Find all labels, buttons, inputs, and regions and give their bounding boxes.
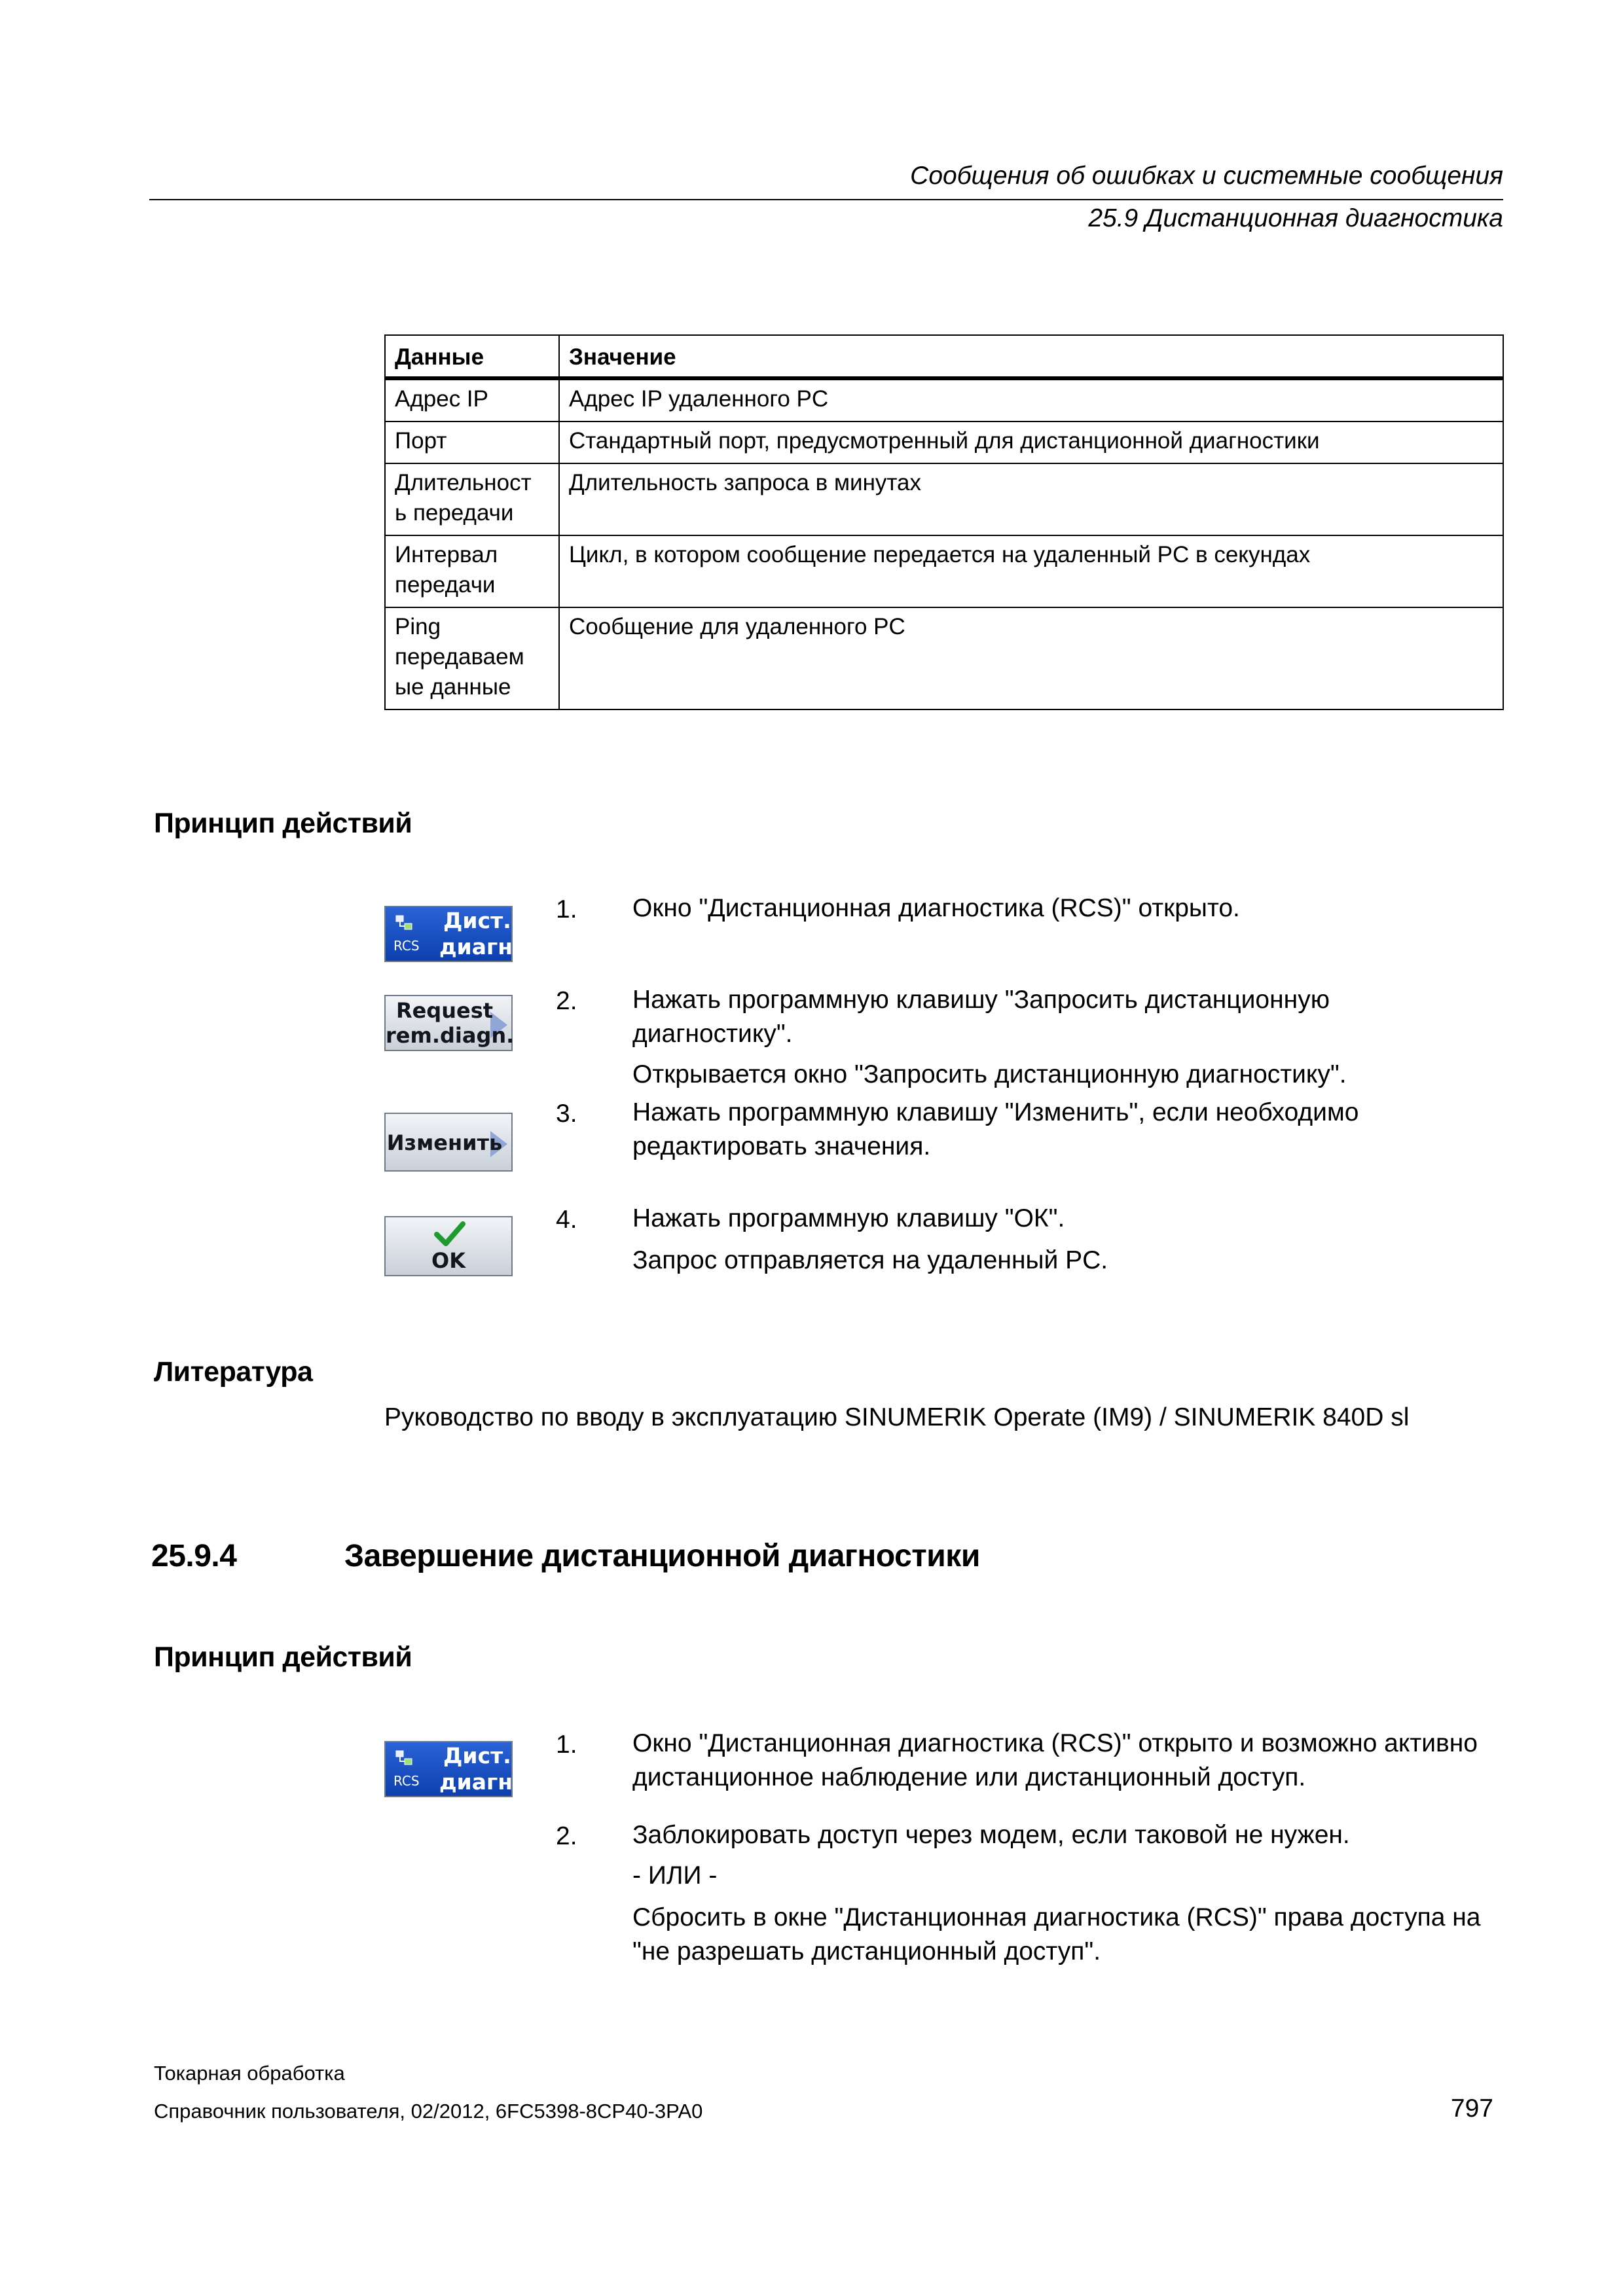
table-row: [385, 535, 1503, 607]
step-text: Сбросить в окне "Дистанционная диагностика (RCS)" права доступа на "не разрешать дистанционный доступ".: [632, 1903, 1481, 1965]
step-number: 2.: [556, 1822, 577, 1850]
parameter-table: [384, 334, 1504, 710]
table-cell: Длительност ь передачи: [385, 463, 559, 535]
footer-manual-info: Справочник пользователя, 02/2012, 6FC5398-8CP40-3PA0: [154, 2100, 703, 2123]
table-cell: Цикл, в котором сообщение передается на удаленный PC в секундах: [559, 535, 1503, 607]
edit-softkey[interactable]: [384, 1113, 513, 1172]
section-heading: Принцип действий: [154, 1641, 412, 1673]
softkey-label-line2: диагн.: [439, 934, 521, 960]
table-cell: Длительность запроса в минутах: [559, 463, 1503, 535]
softkey-label-line1: Дист.: [443, 908, 511, 933]
softkey-label-line2: rem.diagn.: [386, 1023, 515, 1048]
table-cell: Сообщение для удаленного PC: [559, 607, 1503, 709]
header-rule: [149, 199, 1503, 200]
step-number: 3.: [556, 1100, 577, 1128]
step-text: Окно "Дистанционная диагностика (RCS)" открыто и возможно активно дистанционное наблюдение или дистанционный доступ.: [632, 1729, 1478, 1791]
step-number: 1.: [556, 1731, 577, 1759]
literature-text: Руководство по вводу в эксплуатацию SINUMERIK Operate (IM9) / SINUMERIK 840D sl: [384, 1403, 1410, 1431]
step-text: Заблокировать доступ через модем, если таковой не нужен.: [632, 1821, 1350, 1849]
table-row: [385, 463, 1503, 535]
page-number: 797: [1450, 2094, 1493, 2123]
table-cell: Порт: [385, 422, 559, 463]
rcs-tag: RCS: [393, 938, 420, 954]
step-text: Открывается окно "Запросить дистанционную диагностику".: [632, 1060, 1347, 1088]
table-row: [385, 422, 1503, 463]
ok-softkey[interactable]: [384, 1216, 513, 1276]
table-row: [385, 378, 1503, 422]
header-title: Сообщения об ошибках и системные сообщения: [910, 162, 1503, 190]
softkey-label-line2: диагн.: [439, 1769, 521, 1795]
step-text: Нажать программную клавишу "ОК".: [632, 1204, 1065, 1232]
table-header-row: [385, 335, 1503, 378]
column-header: Значение: [559, 335, 1503, 378]
network-icon: [395, 1749, 414, 1768]
footer-product: Токарная обработка: [154, 2062, 345, 2085]
remote-diagnostics-softkey[interactable]: [384, 906, 521, 962]
step-number: 4.: [556, 1206, 577, 1234]
table-cell: Стандартный порт, предусмотренный для дистанционной диагностики: [559, 422, 1503, 463]
header-subtitle: 25.9 Дистанционная диагностика: [1088, 204, 1503, 232]
step-text: Нажать программную клавишу "Изменить", если необходимо редактировать значения.: [632, 1098, 1359, 1160]
checkmark-icon: [434, 1221, 465, 1247]
step-text: Окно "Дистанционная диагностика (RCS)" открыто.: [632, 894, 1240, 922]
literature-heading: Литература: [154, 1356, 313, 1388]
softkey-label-line1: Дист.: [443, 1743, 511, 1768]
table-cell: Адрес IP удаленного PC: [559, 378, 1503, 422]
step-text: Нажать программную клавишу "Запросить дистанционную диагностику".: [632, 986, 1330, 1048]
step-text: - ИЛИ -: [632, 1861, 718, 1890]
column-header: Данные: [385, 335, 559, 378]
step-number: 2.: [556, 987, 577, 1015]
softkey-label: Изменить: [386, 1130, 503, 1155]
softkey-label: OK: [431, 1248, 465, 1273]
rcs-tag: RCS: [393, 1773, 420, 1789]
request-remote-diagnostics-softkey[interactable]: [384, 995, 513, 1051]
step-text: Запрос отправляется на удаленный PC.: [632, 1246, 1108, 1274]
table-cell: Ping передаваем ые данные: [385, 607, 559, 709]
step-number: 1.: [556, 895, 577, 924]
remote-diagnostics-softkey[interactable]: [384, 1741, 521, 1797]
chapter-title: Завершение дистанционной диагностики: [344, 1539, 980, 1573]
table-cell: Адрес IP: [385, 378, 559, 422]
chapter-number: 25.9.4: [151, 1539, 237, 1573]
table-cell: Интервал передачи: [385, 535, 559, 607]
softkey-label-line1: Request: [395, 998, 494, 1023]
network-icon: [395, 914, 414, 933]
section-heading: Принцип действий: [154, 808, 412, 839]
table-row: [385, 607, 1503, 709]
